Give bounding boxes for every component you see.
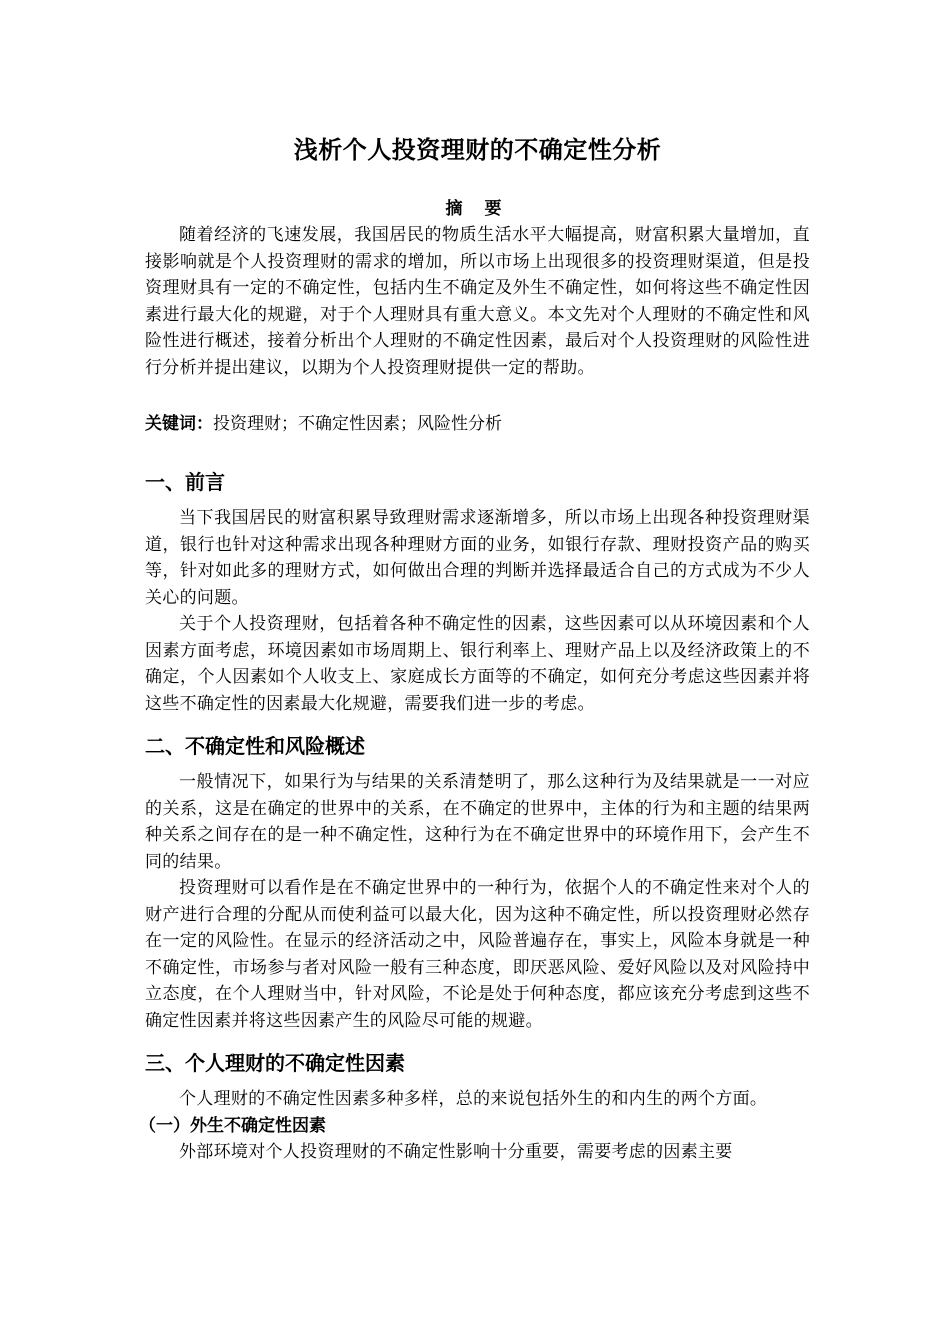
section-uncertainty-paragraph-2: 投资理财可以看作是在不确定世界中的一种行为，依据个人的不确定性来对个人的财产进行合理的分配从而使利益可以最大化，因为这种不确定性，所以投资理财必然存在一定的风险性。在显示的经济活动之中，风险普遍存在，事实上，风险本身就是一种不确定性，市场参与者对风险一般有三种态度，即厌恶风险、爱好风险以及对风险持中立态度，在个人理财当中，针对风险，不论是处于何种态度，都应该充分考虑到这些不确定性因素并将这些因素产生的风险尽可能的规避。 [145,878,810,1031]
section-intro-paragraph-2: 关于个人投资理财，包括着各种不确定性的因素，这些因素可以从环境因素和个人因素方面考虑，环境因素如市场周期上、银行利率上、理财产品上以及经济政策上的不确定，个人因素如个人收支上、家庭成长方面等的不确定，如何充分考虑这些因素并将这些不确定性的因素最大化规避，需要我们进一步的考虑。 [145,614,810,714]
section-intro-paragraph-1: 当下我国居民的财富积累导致理财需求逐渐增多，所以市场上出现各种投资理财渠道，银行也针对这种需求出现各种理财方面的业务，如银行存款、理财投资产品的购买等，针对如此多的理财方式，如何做出合理的判断并选择最适合自己的方式成为不少人关心的问题。 [145,508,810,608]
section-heading-uncertainty-factors: 三、个人理财的不确定性因素 [145,1051,405,1075]
subsection-heading-external-factors: （一）外生不确定性因素 [139,1115,326,1136]
keywords-text: 投资理财；不确定性因素；风险性分析 [213,414,502,434]
section-uncertainty-paragraph-1: 一般情况下，如果行为与结果的关系清楚明了，那么这种行为及结果就是一一对应的关系，这是在确定的世界中的关系，在不确定的世界中，主体的行为和主题的结果两种关系之间存在的是一种不确定性，这种行为在不确定世界中的环境作用下，会产生不同的结果。 [145,772,810,872]
section-heading-intro: 一、前言 [145,470,225,494]
keywords-line [145,411,810,437]
abstract-heading: 摘 要 [445,199,510,219]
document-page [139,130,810,1165]
document-title: 浅析个人投资理财的不确定性分析 [293,136,662,164]
subsection-external-paragraph-1: 外部环境对个人投资理财的不确定性影响十分重要，需要考虑的因素主要 [179,1141,733,1162]
abstract-text: 随着经济的飞速发展，我国居民的物质生活水平大幅提高，财富积累大量增加，直接影响就是个人投资理财的需求的增加，所以市场上出现很多的投资理财渠道，但是投资理财具有一定的不确定性，包括内生不确定及外生不确定性，如何将这些不确定性因素进行最大化的规避，对于个人理财具有重大意义。本文先对个人理财的不确定性和风险性进行概述，接着分析出个人理财的不确定性因素，最后对个人投资理财的风险性进行分析并提出建议，以期为个人投资理财提供一定的帮助。 [145,225,810,378]
section-factors-paragraph-1: 个人理财的不确定性因素多种多样，总的来说包括外生的和内生的两个方面。 [179,1089,768,1109]
keywords-label: 关键词： [145,414,213,434]
section-heading-uncertainty-risk: 二、不确定性和风险概述 [145,734,365,758]
